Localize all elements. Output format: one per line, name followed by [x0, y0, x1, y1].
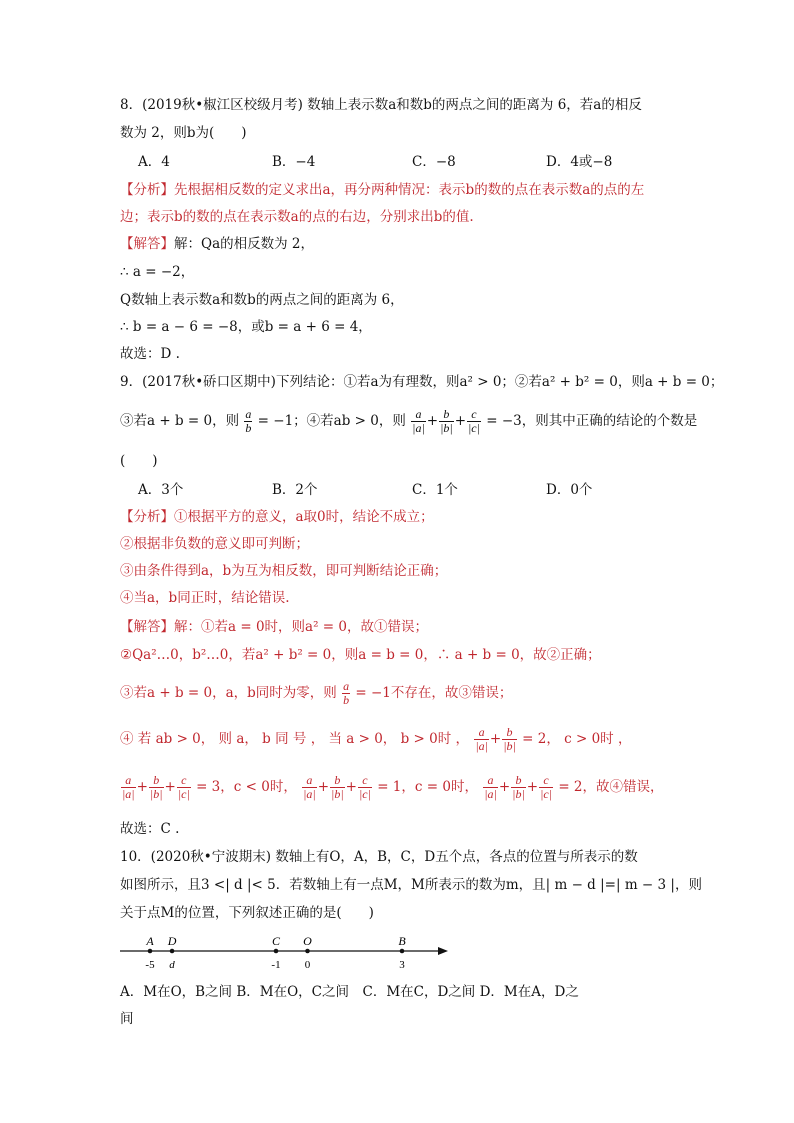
- fraction: [511, 774, 526, 801]
- q9-answer4-part2: = 2， c > 0时 ，: [522, 731, 632, 747]
- numerator: a: [121, 774, 136, 788]
- fraction: [244, 408, 252, 435]
- numerator: a: [411, 408, 426, 422]
- q9-answer5-part2: = 1，c = 0时，: [377, 779, 478, 795]
- q10-options-line1: A．M在O，B之间 B．M在O，C之间 C．M在C，D之间 D．M在A，D之: [120, 984, 579, 1000]
- point-letter-b: B: [398, 934, 406, 948]
- number-line-points: [145, 934, 406, 971]
- denominator: |c|: [540, 787, 553, 801]
- point-value-a: -5: [145, 959, 155, 971]
- point-value-o: 0: [304, 959, 311, 971]
- denominator: |c|: [358, 787, 371, 801]
- point-letter-c: C: [271, 934, 281, 948]
- fraction: [121, 774, 136, 801]
- point-value-b: 3: [399, 959, 405, 971]
- fraction: [411, 408, 426, 435]
- point-a: [148, 949, 153, 954]
- q8-answer-line1: [120, 235, 314, 253]
- q9-choice: 故选：C .: [120, 821, 180, 837]
- denominator: |b|: [149, 787, 163, 801]
- fraction: [467, 408, 481, 435]
- q9-answer-line2: ②Qa²…0，b²…0，若a² + b² = 0，则a = b = 0，∴ a + b = 0，故②正确；: [120, 647, 601, 663]
- q9-option-a: A．3个: [138, 482, 184, 498]
- fraction: [439, 408, 454, 435]
- point-value-d: d: [169, 959, 175, 971]
- numerator: c: [467, 408, 481, 422]
- point-o: [305, 949, 310, 954]
- numerator: a: [343, 679, 350, 693]
- q8-analysis-line1: [120, 181, 644, 199]
- q9-analysis-line3: ③由条件得到a，b为互为相反数，即可判断结论正确；: [120, 563, 448, 579]
- denominator: b: [343, 693, 350, 707]
- q10-options-line2: 间: [120, 1011, 134, 1027]
- q8-answer-line2: ∴ a = −2，: [120, 264, 195, 280]
- point-c: [274, 949, 279, 954]
- number-line-arrow-icon: [438, 947, 448, 955]
- q9-answer3-part1: ③若a + b = 0，a，b同时为零，则: [120, 685, 337, 701]
- numerator: a: [474, 726, 489, 740]
- numerator: b: [149, 774, 164, 788]
- denominator: |a|: [122, 787, 135, 801]
- q8-option-b: B．−4: [272, 154, 316, 170]
- denominator: |a|: [484, 787, 497, 801]
- q9-stem-line1: 9．(2017秋•硚口区期中)下列结论：①若a为有理数，则a² > 0；②若a² + b² = 0，则a + b = 0；: [120, 374, 724, 390]
- denominator: |b|: [440, 421, 453, 435]
- fraction: [539, 774, 553, 801]
- q8-answer-line3: Q数轴上表示数a和数b的两点之间的距离为 6，: [120, 292, 404, 308]
- fraction: [302, 774, 317, 801]
- analysis-tag: 【分析】: [120, 509, 174, 525]
- plus-sign: +: [498, 779, 511, 795]
- denominator: |b|: [331, 787, 344, 801]
- numerator: b: [511, 774, 526, 788]
- point-b: [400, 949, 405, 954]
- answer-text: 解：①若a = 0时，则a² = 0，故①错误；: [174, 619, 428, 635]
- point-d: [170, 949, 175, 954]
- analysis-tag: 【分析】: [120, 182, 174, 198]
- denominator: |b|: [503, 739, 516, 753]
- fraction: [330, 774, 345, 801]
- q9-answer5-part3: = 2，故④错误，: [558, 779, 664, 795]
- fraction: [149, 774, 164, 801]
- q10-stem-line1: 10．(2020秋•宁波期末) 数轴上有O，A，B，C，D五个点，各点的位置与所表示的数: [120, 849, 638, 865]
- analysis-text: ①根据平方的意义，a取0时，结论不成立；: [174, 509, 434, 525]
- answer-tag: 【解答】: [120, 619, 174, 635]
- number-line-figure: [118, 930, 458, 976]
- q9-option-b: B．2个: [272, 482, 318, 498]
- q9-answer-line3: [120, 678, 512, 708]
- q9-analysis-line4: ④当a，b同正时，结论错误.: [120, 590, 290, 606]
- q9-stem2-part3: = −3，则其中正确的结论的个数是: [486, 413, 698, 429]
- numerator: a: [483, 774, 498, 788]
- point-letter-o: O: [303, 934, 312, 948]
- q8-analysis-line2: 边；表示b的数的点在表示数a的点的右边，分别求出b的值.: [120, 209, 474, 225]
- plus-sign: +: [526, 779, 539, 795]
- point-value-c: -1: [271, 959, 281, 971]
- plus-sign: +: [136, 779, 148, 795]
- q9-answer4-part1: ④ 若 ab > 0， 则 a， b 同 号 ， 当 a > 0， b > 0时 ，: [120, 731, 470, 747]
- denominator: |c|: [468, 421, 480, 435]
- point-letter-d: D: [167, 934, 177, 948]
- numerator: a: [245, 407, 252, 421]
- q9-option-d: D．0个: [546, 482, 593, 498]
- denominator: |c|: [177, 787, 190, 801]
- fraction: [502, 726, 517, 753]
- numerator: b: [439, 408, 454, 422]
- answer-text: 解：Qa的相反数为 2，: [174, 236, 314, 252]
- fraction: [342, 680, 350, 707]
- denominator: |b|: [512, 787, 525, 801]
- q9-answer-line4: [120, 724, 631, 754]
- fraction: [358, 774, 372, 801]
- numerator: c: [539, 774, 553, 788]
- q8-stem-line2: 数为 2，则b为( ): [120, 125, 247, 141]
- numerator: c: [177, 774, 191, 788]
- numerator: c: [358, 774, 372, 788]
- q8-option-c: C．−8: [412, 154, 456, 170]
- plus-sign: +: [489, 731, 502, 747]
- q9-answer-line5: [120, 772, 664, 802]
- q9-stem-line3: ( ): [120, 453, 158, 469]
- denominator: b: [245, 421, 252, 435]
- q10-stem-line3: 关于点M的位置，下列叙述正确的是( ): [120, 905, 374, 921]
- q9-stem2-part1: ③若a + b = 0，则: [120, 413, 240, 429]
- denominator: |a|: [303, 787, 316, 801]
- analysis-text: 先根据相反数的定义求出a，再分两种情况：表示b的数的点在表示数a的点的左: [174, 182, 645, 198]
- answer-tag: 【解答】: [120, 236, 174, 252]
- q8-option-d: D．4或−8: [546, 154, 613, 170]
- numerator: a: [302, 774, 317, 788]
- plus-sign: +: [345, 779, 357, 795]
- q9-stem-line2: [120, 406, 697, 436]
- fraction: [474, 726, 489, 753]
- q10-stem-line2: 如图所示，且3 <| d |< 5．若数轴上有一点M，M所表示的数为m，且| m − d |=| m − 3 |，则: [120, 877, 702, 893]
- q9-analysis-line1: [120, 508, 434, 526]
- numerator: b: [502, 726, 517, 740]
- q8-stem-line1: 8．(2019秋•椒江区校级月考) 数轴上表示数a和数b的两点之间的距离为 6，若a的相反: [120, 97, 642, 113]
- q9-analysis-line2: ②根据非负数的意义即可判断；: [120, 536, 309, 552]
- q9-option-c: C．1个: [412, 482, 458, 498]
- plus-sign: +: [454, 413, 466, 429]
- denominator: |a|: [475, 739, 488, 753]
- plus-sign: +: [317, 779, 330, 795]
- denominator: |a|: [412, 421, 425, 435]
- q8-answer-line4: ∴ b = a − 6 = −8，或b = a + 6 = 4，: [120, 319, 372, 335]
- q9-stem2-part2: = −1；④若ab > 0，则: [257, 413, 406, 429]
- q8-choice: 故选：D .: [120, 346, 180, 362]
- numerator: b: [330, 774, 345, 788]
- plus-sign: +: [426, 413, 439, 429]
- fraction: [177, 774, 191, 801]
- fraction: [483, 774, 498, 801]
- q9-answer-line1: [120, 618, 428, 636]
- plus-sign: +: [164, 779, 176, 795]
- q9-answer5-part1: = 3，c < 0时，: [196, 779, 297, 795]
- q9-answer3-part2: = −1不存在，故③错误；: [355, 685, 513, 701]
- point-letter-a: A: [146, 934, 154, 948]
- q8-option-a: A．4: [138, 154, 170, 170]
